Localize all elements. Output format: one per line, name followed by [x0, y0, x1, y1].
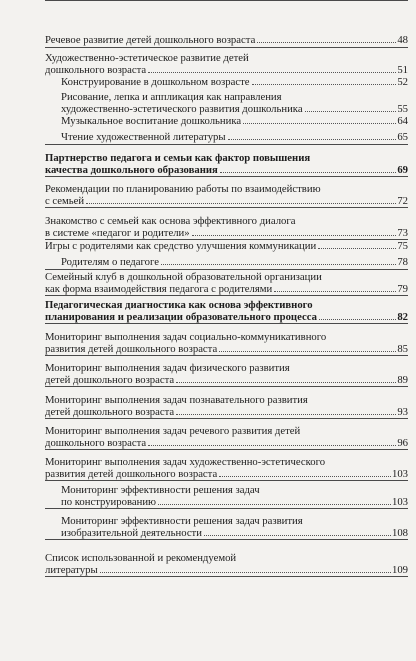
- toc-leader-dots: [318, 248, 396, 249]
- toc-entry-title: Педагогическая диагностика как основа эффективного: [45, 299, 313, 311]
- toc-page-number: 108: [391, 526, 408, 539]
- toc-entry-line: [45, 438, 408, 450]
- toc-leader-dots: [220, 172, 396, 173]
- toc-entry-line: [45, 300, 408, 312]
- toc-page-number: 103: [391, 495, 408, 508]
- toc-entry-line: [45, 485, 408, 497]
- toc-entry-line: [45, 344, 408, 356]
- toc-entry-title: Мониторинг выполнения задач художественно-эстетического: [45, 456, 326, 468]
- toc-entry-title: Список использованной и рекомендуемой: [45, 552, 237, 564]
- toc-page-number: 78: [397, 256, 408, 268]
- toc-entry-line: [45, 469, 408, 481]
- toc-entry-title: Художественно-эстетическое развитие детей: [45, 52, 249, 64]
- toc-entry: [45, 553, 408, 577]
- toc-entry-title: развития детей дошкольного возраста: [45, 467, 218, 480]
- toc-entry: [45, 184, 408, 208]
- toc-leader-dots: [148, 72, 396, 73]
- toc-entry: [45, 332, 408, 356]
- toc-entry-line: [45, 497, 408, 509]
- toc-entry-line: [45, 116, 408, 128]
- toc-page-number: 52: [397, 76, 408, 88]
- toc-entry-title: по конструированию: [61, 495, 157, 508]
- toc-entry-line: [45, 528, 408, 540]
- toc-entry-line: [45, 332, 408, 344]
- toc-entry: [45, 426, 408, 450]
- toc-page-number: 72: [397, 194, 408, 207]
- toc-entry-title: детей дошкольного возраста: [45, 373, 175, 386]
- toc-page-number: 69: [397, 163, 408, 176]
- toc-leader-dots: [243, 123, 396, 124]
- toc-entry-line: [45, 312, 408, 324]
- toc-entry: [45, 53, 408, 76]
- toc-page-number: 93: [397, 405, 408, 418]
- toc-page-number: 89: [397, 373, 408, 386]
- toc-page-number: 64: [397, 115, 408, 127]
- toc-leader-dots: [228, 139, 397, 140]
- toc-entry: [45, 92, 408, 115]
- toc-entry-title: Мониторинг выполнения задач физического развития: [45, 362, 290, 374]
- toc-entry-title: с семьей: [45, 194, 85, 207]
- toc-entry-line: [45, 395, 408, 407]
- toc-entry-line: [45, 53, 408, 65]
- toc-page-number: 82: [397, 310, 408, 323]
- toc-leader-dots: [86, 203, 396, 204]
- toc-leader-dots: [219, 351, 396, 352]
- toc-entry-title: Семейный клуб в дошкольной образовательной организации: [45, 271, 322, 283]
- toc-entry-title: Знакомство с семьей как основа эффективного диалога: [45, 215, 296, 227]
- toc-entry-line: [45, 65, 408, 77]
- toc-page-number: 73: [397, 226, 408, 239]
- toc-entry: [45, 35, 408, 48]
- toc-entry-title: дошкольного возраста: [45, 63, 147, 76]
- toc-leader-dots: [176, 382, 396, 383]
- toc-page-number: 79: [397, 282, 408, 295]
- toc-leader-dots: [305, 111, 397, 112]
- toc-entry-line: [45, 92, 408, 104]
- toc-entry-title: Мониторинг эффективности решения задач развития: [61, 515, 303, 527]
- toc-entry-title: развития детей дошкольного возраста: [45, 342, 218, 355]
- toc-entry-line: [45, 272, 408, 284]
- toc-leader-dots: [257, 42, 396, 43]
- toc-entry-line: [45, 426, 408, 438]
- toc-page-number: 85: [397, 342, 408, 355]
- toc-entry-line: [45, 457, 408, 469]
- toc-entry-line: [45, 184, 408, 196]
- toc-entry-line: [45, 132, 408, 144]
- toc-page-number: 51: [397, 63, 408, 76]
- toc-entry-title: в системе «педагог и родители»: [45, 226, 190, 239]
- toc-entry-line: [45, 375, 408, 387]
- toc-page-number: 55: [397, 102, 408, 115]
- toc-leader-dots: [274, 291, 396, 292]
- toc-leader-dots: [319, 319, 396, 320]
- toc-page-number: 75: [397, 240, 408, 252]
- toc-leader-dots: [148, 445, 396, 446]
- toc-entry-line: [45, 553, 408, 565]
- toc-entry-title: Мониторинг выполнения задач социально-коммуникативного: [45, 331, 327, 343]
- toc-entry-title: Мониторинг выполнения задач познавательного развития: [45, 394, 308, 406]
- toc-entry: [45, 216, 408, 240]
- toc-entry-line: [45, 153, 408, 165]
- toc-entry: [45, 395, 408, 419]
- toc-entry-line: [45, 77, 408, 89]
- toc-entry-line: [45, 165, 408, 177]
- toc-entry: [45, 485, 408, 509]
- toc-entry-line: [45, 407, 408, 419]
- toc-entry-line: [45, 257, 408, 269]
- toc-leader-dots: [204, 535, 391, 536]
- toc-entry: [45, 300, 408, 324]
- toc-entry-line: [45, 196, 408, 208]
- toc-entry-line: [45, 516, 408, 528]
- toc-entry-title: дошкольного возраста: [45, 436, 147, 449]
- toc-entry: [45, 77, 408, 89]
- toc-leader-dots: [219, 476, 391, 477]
- toc-entry-title: Мониторинг эффективности решения задач: [61, 484, 260, 496]
- toc-entry: [45, 457, 408, 481]
- toc-page-number: 103: [391, 467, 408, 480]
- toc-entry-title: литературы: [45, 563, 98, 576]
- toc-entry-line: [45, 565, 408, 577]
- toc-entry-title: Мониторинг выполнения задач речевого развития детей: [45, 425, 301, 437]
- toc-entry-title: художественно-эстетического развития дошкольника: [61, 102, 303, 115]
- toc-page-number: 65: [397, 131, 408, 143]
- toc-entry: [45, 132, 408, 145]
- toc-leader-dots: [192, 235, 397, 236]
- toc-entry: [45, 241, 408, 253]
- toc-page-number: 48: [397, 34, 408, 46]
- toc-entry-title: Рекомендации по планированию работы по взаимодействию: [45, 183, 321, 195]
- toc-entry-line: [45, 228, 408, 240]
- toc-entry: [45, 516, 408, 540]
- toc-entry-line: [45, 241, 408, 253]
- toc-entry: [45, 153, 408, 177]
- table-of-contents: [45, 0, 408, 576]
- toc-leader-dots: [158, 504, 391, 505]
- toc-leader-dots: [176, 414, 396, 415]
- toc-entry-title: Чтение художественной литературы: [61, 131, 226, 143]
- toc-entry-title: Родителям о педагоге: [61, 256, 159, 268]
- toc-entry-line: [45, 363, 408, 375]
- toc-entry-title: Конструирование в дошкольном возрасте: [61, 76, 250, 88]
- toc-entry-title: Игры с родителями как средство улучшения коммуникации: [45, 240, 317, 252]
- toc-entry: [45, 116, 408, 128]
- toc-entry-title: планирования и реализации образовательного процесса: [45, 310, 317, 323]
- toc-entry-title: детей дошкольного возраста: [45, 405, 175, 418]
- toc-entry-line: [45, 216, 408, 228]
- toc-page-number: 109: [391, 563, 408, 576]
- toc-entry: [45, 272, 408, 296]
- toc-entry-title: как форма взаимодействия педагога с родителями: [45, 282, 273, 295]
- toc-entry-title: качества дошкольного образования: [45, 163, 218, 176]
- toc-entry-title: Речевое развитие детей дошкольного возраста: [45, 34, 256, 46]
- toc-leader-dots: [100, 572, 391, 573]
- toc-page-number: 96: [397, 436, 408, 449]
- toc-entry-line: [45, 284, 408, 296]
- toc-leader-dots: [252, 84, 397, 85]
- toc-entry: [45, 363, 408, 387]
- toc-entry-line: [45, 104, 408, 116]
- toc-leader-dots: [161, 264, 396, 265]
- toc-entry-line: [45, 35, 408, 47]
- toc-entry-title: Партнерство педагога и семьи как фактор повышения: [45, 152, 311, 164]
- toc-entry-title: Музыкальное воспитание дошкольника: [61, 115, 242, 127]
- toc-entry: [45, 257, 408, 270]
- toc-entry-title: изобразительной деятельности: [61, 526, 202, 539]
- toc-entry-title: Рисование, лепка и аппликация как направления: [61, 91, 282, 103]
